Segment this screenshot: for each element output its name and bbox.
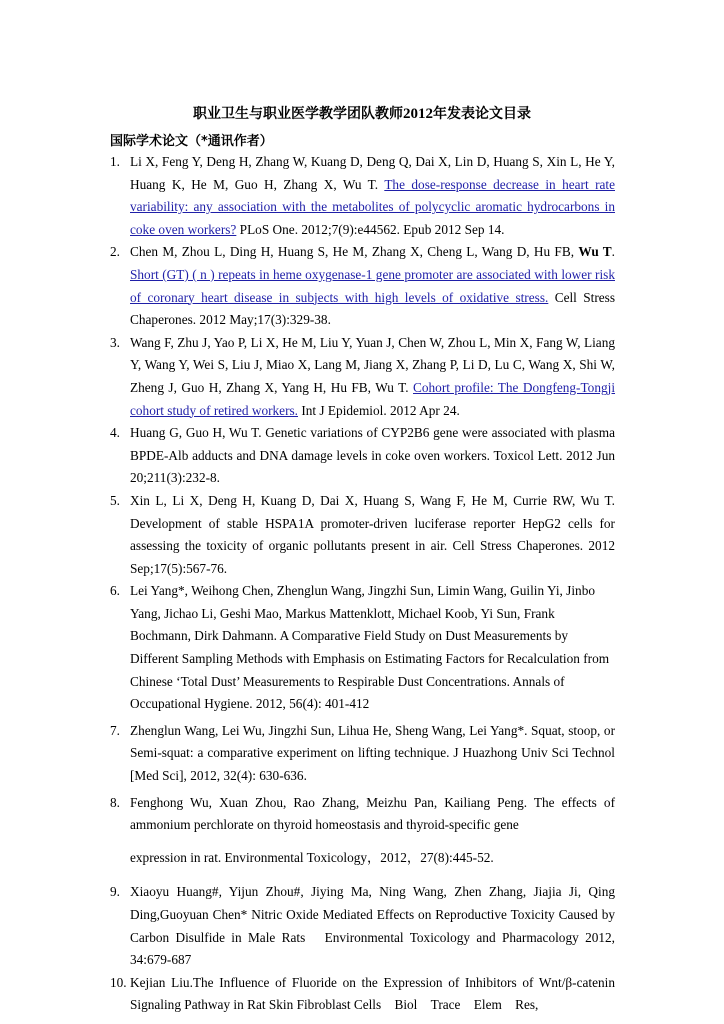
reference-text: Xin L, Li X, Deng H, Kuang D, Dai X, Huang S, Wang F, He M, Currie RW, Wu T. Development of stable HSPA1A promoter-driven luciferase reporter HepG2 cells for assessing the toxicity of organic pollutants present in air. Cell Stress Chaperones. 2012 Sep;17(5):567-76. bbox=[130, 492, 615, 576]
reference-number: 10. bbox=[110, 974, 127, 990]
title-part-1: 职业卫生与职业医学教学团队教师 bbox=[193, 106, 403, 122]
reference-link[interactable]: Short (GT) ( n ) repeats in heme oxygenase-1 gene promoter are associated with lower risk of coronary heart disease in subjects with high levels of oxidative stress. bbox=[130, 266, 615, 305]
reference-source: Int J Epidemiol. 2012 Apr 24. bbox=[298, 402, 460, 418]
reference-number: 9. bbox=[110, 884, 120, 900]
reference-text: Xiaoyu Huang#, Yijun Zhou#, Jiying Ma, Ning Wang, Zhen Zhang, Jiajia Ji, Qing Ding,Guoyuan Chen* Nitric Oxide Mediated Effects on Reproductive Toxicity Caused by Carbon Disulfide in Male Rats Environmental Toxicology and Pharmacology 2012, 34:679-687 bbox=[130, 884, 615, 968]
reference-text: Zhenglun Wang, Lei Wu, Jingzhi Sun, Lihua He, Sheng Wang, Lei Yang*. Squat, stoop, or Semi-squat: a comparative experiment on lifting technique. J Huazhong Univ Sci Technol [Med Sci], 2012, 32(4): 630-636. bbox=[130, 722, 615, 784]
reference-text: Huang G, Guo H, Wu T. Genetic variations of CYP2B6 gene were associated with plasma BPDE-Alb adducts and DNA damage levels in coke oven workers. Toxicol Lett. 2012 Jun 20;211(3):232-8. bbox=[130, 425, 615, 486]
reference-item bbox=[110, 881, 615, 971]
reference-item bbox=[110, 332, 615, 422]
reference-text-continued: expression in rat. Environmental Toxicology，2012，27(8):445-52. bbox=[130, 849, 494, 865]
reference-item bbox=[110, 580, 615, 716]
reference-number: 6. bbox=[110, 583, 120, 599]
reference-item bbox=[110, 241, 615, 331]
reference-item bbox=[110, 972, 615, 1017]
reference-link[interactable]: The dose-response decrease in heart rate variability: any association with the metabolites of polycyclic aromatic hydrocarbons in coke oven workers? bbox=[130, 176, 615, 237]
reference-number: 8. bbox=[110, 794, 120, 810]
reference-number: 3. bbox=[110, 334, 120, 350]
reference-number: 4. bbox=[110, 425, 120, 441]
document-title bbox=[0, 103, 724, 125]
reference-item bbox=[110, 151, 615, 241]
paragraph-spacer bbox=[130, 837, 615, 847]
reference-number: 1. bbox=[110, 154, 120, 169]
section-heading: 国际学术论文（*通讯作者） bbox=[110, 134, 273, 149]
reference-item bbox=[110, 792, 615, 870]
title-part-2: 年发表论文目录 bbox=[433, 106, 531, 122]
reference-source: Cell Stress Chaperones. 2012 May;17(3):329-38. bbox=[130, 289, 616, 328]
reference-item bbox=[110, 422, 615, 490]
reference-text: Kejian Liu.The Influence of Fluoride on the Expression of Inhibitors of Wnt/β-catenin Signaling Pathway in Rat Skin Fibroblast Cells Biol Trace Elem Res, bbox=[130, 974, 615, 1013]
reference-list bbox=[110, 151, 615, 1017]
reference-item bbox=[110, 490, 615, 580]
reference-authors: Wang F, Zhu J, Yao P, Li X, He M, Liu Y, Yuan J, Chen W, Zhou L, Min X, Fang W, Liang Y, Wang Y, Wei S, Liu J, Miao X, Lang M, Jiang X, Zhang P, Li D, Lu C, Wang X, Shi W, Zheng J, Guo H, Zhang X, Yang H, Hu FB, Wu T. bbox=[130, 334, 615, 395]
reference-link[interactable]: Cohort profile: The Dongfeng-Tongji cohort study of retired workers. bbox=[130, 379, 616, 418]
reference-separator: . bbox=[611, 244, 615, 260]
reference-authors: Chen M, Zhou L, Ding H, Huang S, He M, Zhang X, Cheng L, Wang D, Hu FB, bbox=[130, 244, 579, 260]
reference-text: Fenghong Wu, Xuan Zhou, Rao Zhang, Meizhu Pan, Kailiang Peng. The effects of ammonium perchlorate on thyroid homeostasis and thyroid-specific gene bbox=[130, 794, 615, 833]
reference-text: Lei Yang*, Weihong Chen, Zhenglun Wang, Jingzhi Sun, Limin Wang, Guilin Yi, Jinbo Yang, Jichao Li, Geshi Mao, Markus Mattenklott, Michael Koob, Yi Sun, Frank Bochmann, Dirk Dahmann. A Comparative Field Study on Dust Measurements by Different Sampling Methods with Emphasis on Estimating Factors for Recalculation from Chinese ‘Total Dust’ Measurements to Respirable Dust Concentrations. Annals of Occupational Hygiene. 2012, 56(4): 401-412 bbox=[130, 583, 610, 712]
reference-number: 5. bbox=[110, 492, 120, 508]
reference-bold-author: Wu T bbox=[578, 244, 612, 260]
title-year: 2012 bbox=[403, 106, 433, 122]
reference-item bbox=[110, 720, 615, 788]
reference-number: 7. bbox=[110, 722, 120, 738]
reference-source: PLoS One. 2012;7(9):e44562. Epub 2012 Sep 14. bbox=[236, 221, 505, 237]
reference-authors: Li X, Feng Y, Deng H, Zhang W, Kuang D, Deng Q, Dai X, Lin D, Huang S, Xin L, He Y, Huang K, He M, Guo H, Zhang X, Wu T. bbox=[130, 154, 615, 192]
reference-number: 2. bbox=[110, 244, 120, 260]
